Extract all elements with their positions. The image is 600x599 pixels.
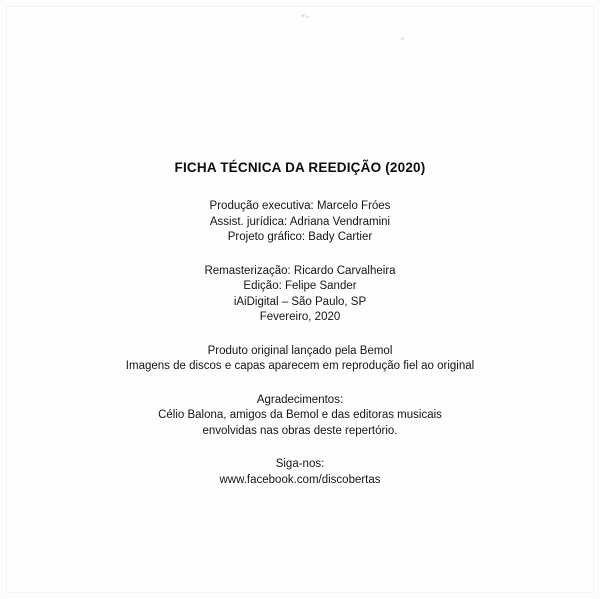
credit-line: Projeto gráfico: Bady Cartier: [227, 231, 373, 243]
credits-remastering: [0, 264, 600, 326]
facebook-url: www.facebook.com/discobertas: [219, 473, 381, 486]
follow-us-heading: Siga-nos:: [275, 458, 325, 470]
original-release-note: [0, 344, 600, 375]
credit-line: Edição: Felipe Sander: [243, 280, 357, 292]
credits-production: [0, 199, 600, 246]
dust-speck-icon: [301, 14, 305, 17]
credit-line: Assist. jurídica: Adriana Vendramini: [209, 215, 391, 228]
credit-line: Remasterização: Ricardo Carvalheira: [204, 264, 396, 277]
acknowledgements-line: envolvidas nas obras deste repertório.: [202, 424, 398, 437]
note-line: Imagens de discos e capas aparecem em reprodução fiel ao original: [125, 360, 475, 372]
acknowledgements: [0, 393, 600, 440]
dust-speck-icon: [401, 37, 404, 40]
liner-notes-content: [0, 160, 600, 488]
page-title: FICHA TÉCNICA DA REEDIÇÃO (2020): [174, 160, 426, 175]
acknowledgements-heading: Agradecimentos:: [256, 393, 344, 406]
credit-line: Produção executiva: Marcelo Fróes: [209, 200, 391, 212]
credit-line: iAiDigital – São Paulo, SP: [233, 295, 367, 308]
dust-speck-icon: [306, 16, 309, 18]
credit-line: Fevereiro, 2020: [259, 311, 341, 323]
acknowledgements-line: Célio Balona, amigos da Bemol e das editoras musicais: [158, 409, 442, 421]
follow-us: [0, 457, 600, 488]
note-line: Produto original lançado pela Bemol: [207, 344, 393, 357]
